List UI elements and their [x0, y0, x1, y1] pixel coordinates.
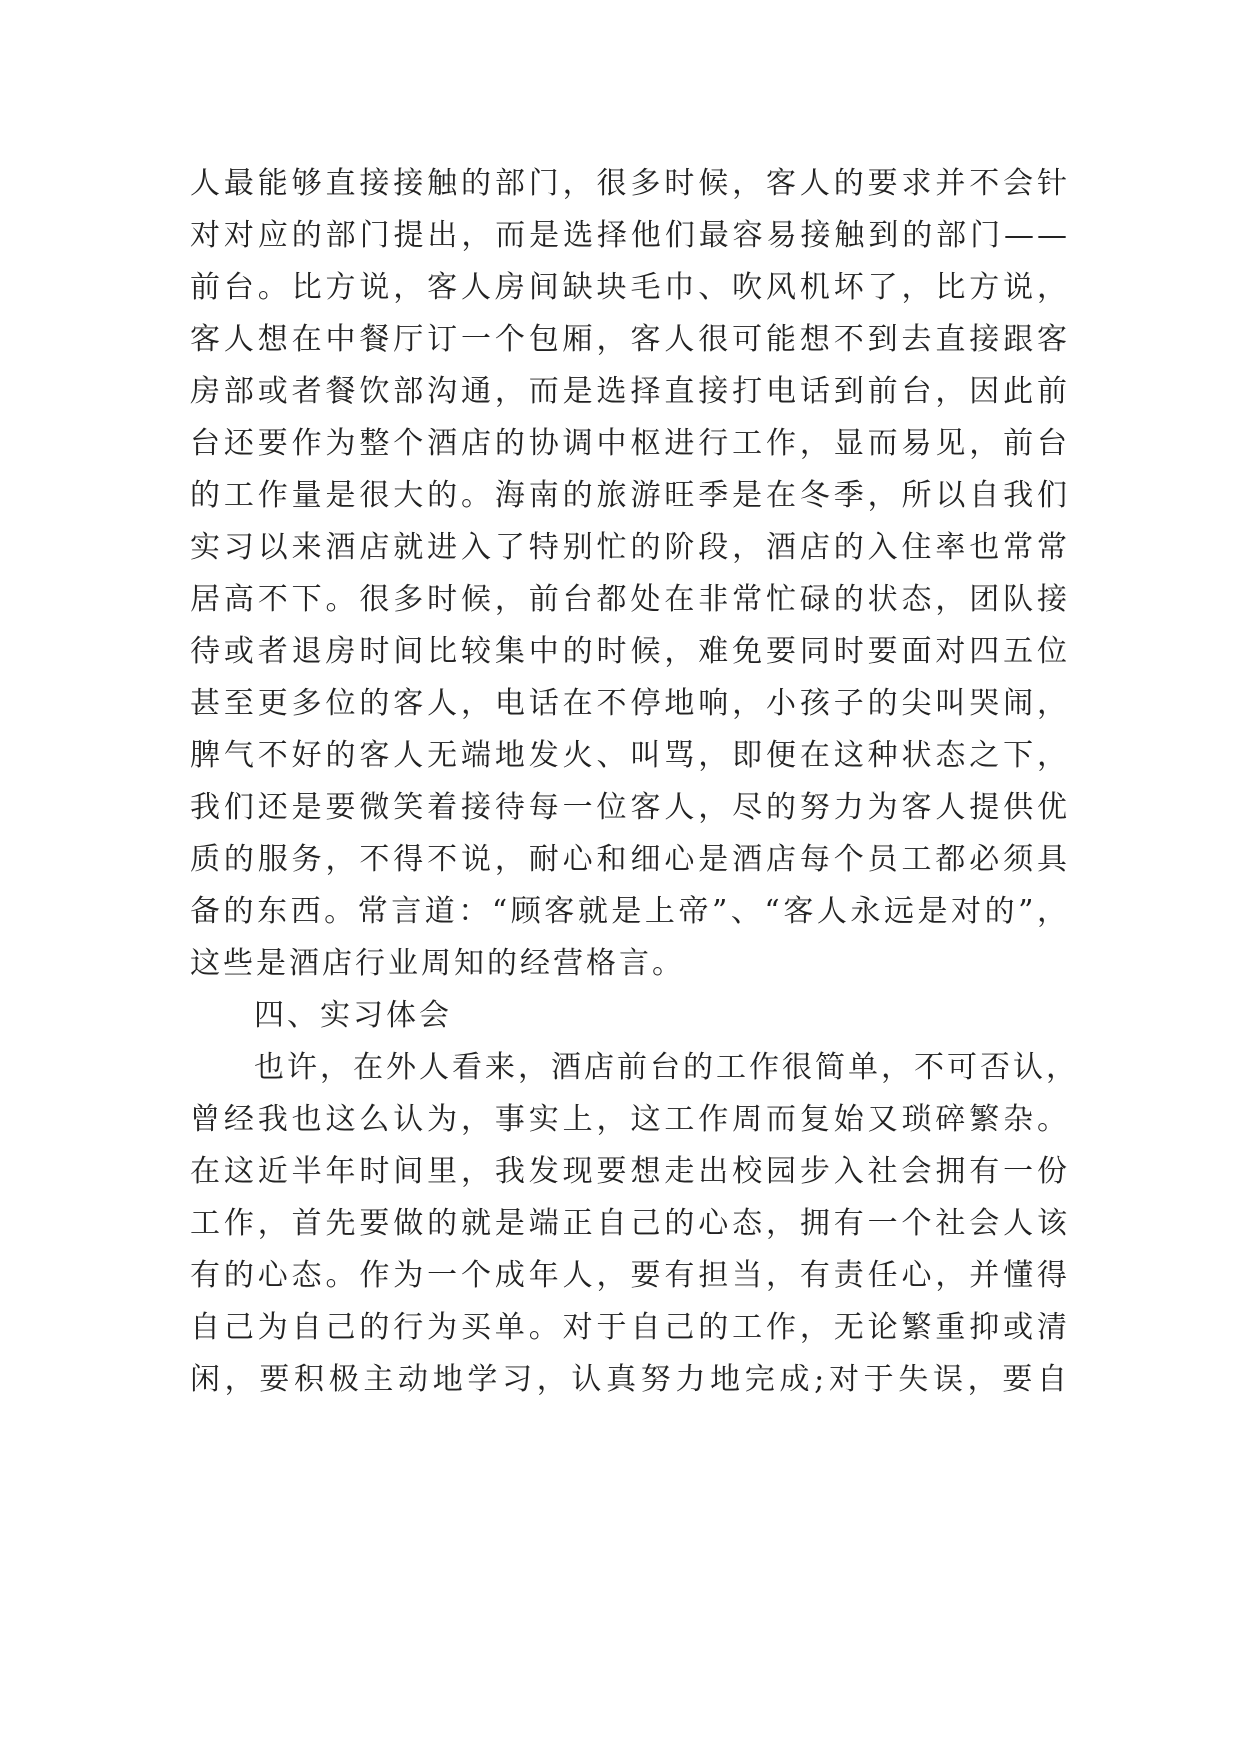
text-line-9: 居高不下。很多时候，前台都处在非常忙碌的状态，团队接	[190, 582, 1070, 617]
text-line-14: 质的服务，不得不说，耐心和细心是酒店每个员工都必须具	[190, 842, 1070, 877]
text-line-4: 客人想在中餐厅订一个包厢，客人很可能想不到去直接跟客	[190, 322, 1070, 357]
text-line-10: 待或者退房时间比较集中的时候，难免要同时要面对四五位	[190, 634, 1070, 669]
text-line-11: 甚至更多位的客人，电话在不停地响，小孩子的尖叫哭闹，	[190, 686, 1070, 721]
text-line-1: 人最能够直接接触的部门，很多时候，客人的要求并不会针	[190, 166, 1070, 201]
document-page	[190, 158, 1079, 1406]
text-line-21: 工作，首先要做的就是端正自己的心态，拥有一个社会人该	[190, 1206, 1070, 1241]
text-line-23: 自己为自己的行为买单。对于自己的工作，无论繁重抑或清	[190, 1310, 1070, 1345]
text-line-6: 台还要作为整个酒店的协调中枢进行工作，显而易见，前台	[190, 426, 1070, 461]
text-line-15: 备的东西。常言道：“顾客就是上帝”、“客人永远是对的”，	[190, 894, 1070, 929]
text-line-18: 也许，在外人看来，酒店前台的工作很简单，不可否认，	[254, 1050, 1079, 1085]
text-line-13: 我们还是要微笑着接待每一位客人，尽的努力为客人提供优	[190, 790, 1070, 825]
section-heading: 四、实习体会	[254, 998, 452, 1033]
text-line-16: 这些是酒店行业周知的经营格言。	[190, 946, 685, 981]
text-line-5: 房部或者餐饮部沟通，而是选择直接打电话到前台，因此前	[190, 374, 1070, 409]
text-line-2: 对对应的部门提出，而是选择他们最容易接触到的部门——	[190, 218, 1070, 253]
text-line-20: 在这近半年时间里，我发现要想走出校园步入社会拥有一份	[190, 1154, 1070, 1189]
text-line-19: 曾经我也这么认为，事实上，这工作周而复始又琐碎繁杂。	[190, 1102, 1070, 1137]
text-line-7: 的工作量是很大的。海南的旅游旺季是在冬季，所以自我们	[190, 478, 1070, 513]
text-line-3: 前台。比方说，客人房间缺块毛巾、吹风机坏了，比方说，	[190, 270, 1070, 305]
text-line-12: 脾气不好的客人无端地发火、叫骂，即便在这种状态之下，	[190, 738, 1070, 773]
text-line-8: 实习以来酒店就进入了特别忙的阶段，酒店的入住率也常常	[190, 530, 1070, 565]
text-line-24: 闲，要积极主动地学习，认真努力地完成;对于失误，要自	[190, 1362, 1070, 1397]
text-line-22: 有的心态。作为一个成年人，要有担当，有责任心，并懂得	[190, 1258, 1070, 1293]
